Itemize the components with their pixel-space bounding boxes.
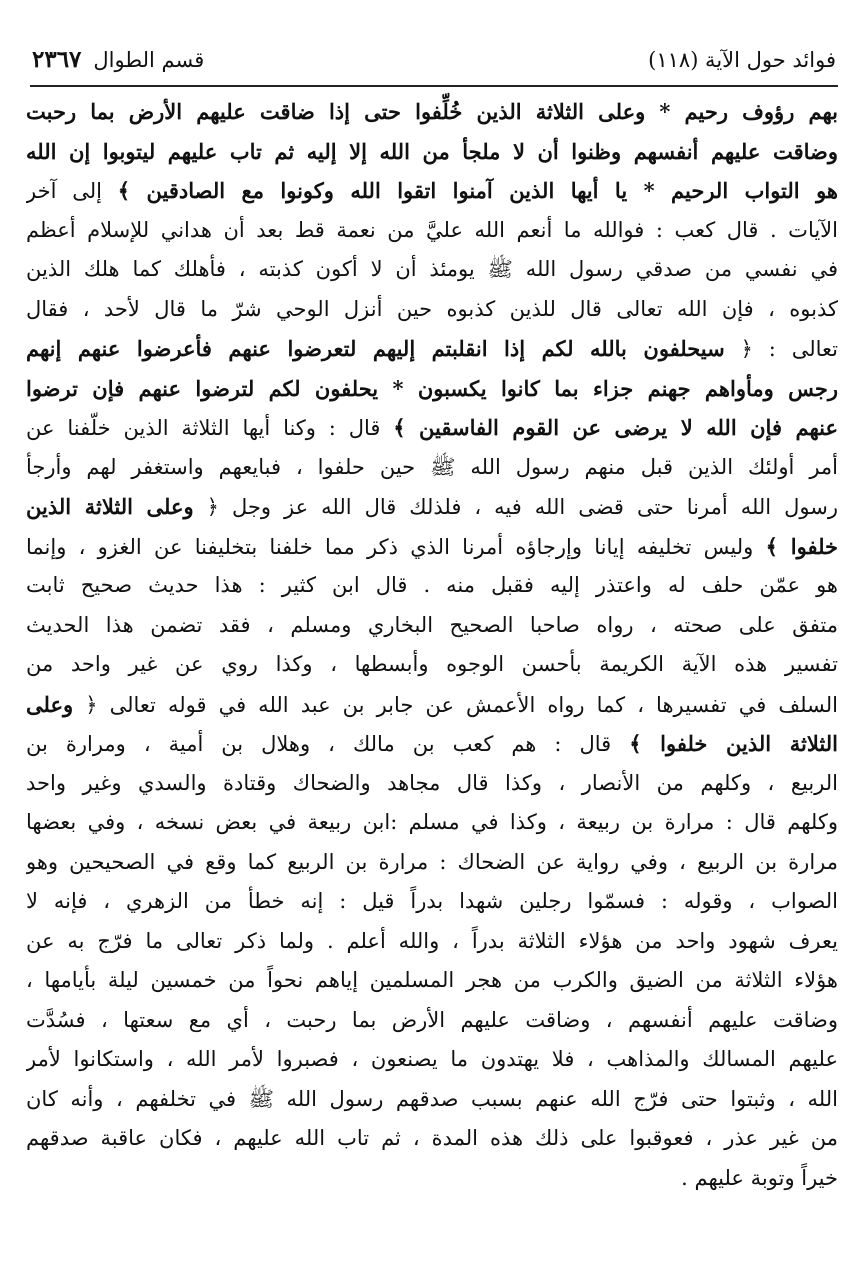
text-line <box>26 92 838 132</box>
text-span: قال : وكنا أيها الثلاثة الذين خلّفنا عن <box>26 416 394 440</box>
text-span: متفق على صحته ، رواه صاحبا الصحيح البخاري ومسلم ، فقد تضمن هذا الحديث <box>26 612 838 637</box>
header-rule <box>30 85 838 87</box>
text-line <box>26 171 838 211</box>
section-name: قسم الطوال <box>93 48 205 72</box>
text-line <box>26 606 838 646</box>
text-span: وكلهم قال : مرارة بن ربيعة ، وكذا في مسلم :ابن ربيعة في بعض نسخه ، وفي بعضها <box>26 810 838 834</box>
text-line <box>26 1119 838 1159</box>
text-span: خيراً وتوبة عليهم . <box>681 1165 838 1190</box>
quran-text: سيحلفون بالله لكم إذا انقلبتم إليهم لتعرضوا عنهم فأعرضوا عنهم إنهم <box>26 336 725 361</box>
text-span: قال : هم كعب بن مالك ، وهلال بن أمية ، ومرارة بن <box>26 732 630 756</box>
text-span: من غير عذر ، فعوقبوا على ذلك هذه المدة ، ثم تاب الله عليهم ، فكان عاقبة صدقهم <box>26 1126 838 1150</box>
page-number: ٢٣٦٧ <box>32 46 82 73</box>
running-title: فوائد حول الآية (١١٨) <box>648 48 836 72</box>
text-line <box>26 566 838 606</box>
text-span: كذبوه ، فإن الله تعالى قال للذين كذبوه حين أنزل الوحي شرّ ما قال لأحد ، فقال <box>26 296 838 321</box>
text-line <box>26 843 838 883</box>
text-span: عليهم المسالك والمذاهب ، فلا يهتدون ما يصنعون ، فصبروا لأمر الله ، واستكانوا لأمر <box>26 1047 838 1071</box>
text-line <box>26 1159 838 1199</box>
text-line <box>26 645 838 685</box>
text-line <box>26 764 838 804</box>
text-span: الربيع ، وكلهم من الأنصار ، وكذا قال مجاهد والضحاك وقتادة والسدي وغير واحد <box>26 770 838 795</box>
text-span: تفسير هذه الآية الكريمة بأحسن الوجوه وأبسطها ، وكذا روي عن غير واحد من <box>26 652 838 676</box>
quran-text: الثلاثة الذين خلفوا ﴾ <box>629 731 838 756</box>
text-line <box>26 290 838 330</box>
quran-text: عنهم فإن الله لا يرضى عن القوم الفاسقين ﴾ <box>393 415 838 440</box>
quran-text: هو التواب الرحيم * يا أيها الذين آمنوا اتقوا الله وكونوا مع الصادقين ﴾ <box>117 178 838 203</box>
text-line <box>26 448 838 488</box>
text-line <box>26 369 838 409</box>
header-left <box>32 40 204 80</box>
text-line <box>26 882 838 922</box>
quran-text: وعلى <box>26 691 74 717</box>
text-line <box>26 250 838 290</box>
text-span: هؤلاء الثلاثة من الضيق والكرب من هجر المسلمين إياهم نحواً من خمسين ليلة بأيامها ، <box>26 968 838 992</box>
text-span: وضاقت عليهم أنفسهم ، وضاقت عليهم الأرض بما رحبت ، أي مع سعتها ، فسُدَّت <box>26 1007 838 1032</box>
quran-text: رجس ومأواهم جهنم جزاء بما كانوا يكسبون * يحلفون لكم لترضوا عنهم فإن ترضوا <box>26 375 838 401</box>
text-span: في نفسي من صدقي رسول الله ﷺ يومئذ أن لا أكون كذبته ، فأهلك كما هلك الذين <box>26 257 838 281</box>
text-line <box>26 724 838 764</box>
quran-text: وعلى الثلاثة الذين <box>26 494 194 519</box>
text-line <box>26 685 838 725</box>
quran-text: خلفوا ﴾ <box>765 533 838 559</box>
text-line <box>26 1040 838 1080</box>
text-span: مرارة بن الربيع ، وفي رواية عن الضحاك : مرارة بن الربيع كما وقع في الصحيحين وهو <box>26 849 838 874</box>
text-line <box>26 132 838 172</box>
text-body <box>26 92 838 1198</box>
text-span: وليس تخليفه إيانا وإرجاؤه أمرنا الذي ذكر مما خلفنا بتخليفنا عن الغزو ، وإنما <box>26 534 766 559</box>
text-line <box>26 329 838 369</box>
text-span: الصواب ، وقوله : فسمّوا رجلين شهدا بدراً قيل : إنه خطأ من الزهري ، فإنه لا <box>26 889 838 913</box>
text-line <box>26 803 838 843</box>
text-span: تعالى : ﴿ <box>724 337 838 361</box>
text-span: أمر أولئك الذين قبل منهم رسول الله ﷺ حين حلفوا ، فبايعهم واستغفر لهم وأرجأ <box>26 454 838 479</box>
text-line <box>26 211 838 251</box>
text-line <box>26 922 838 962</box>
text-line <box>26 961 838 1001</box>
quran-text: وضاقت عليهم أنفسهم وظنوا أن لا ملجأ من الله إلا إليه ثم تاب عليهم ليتوبوا إن الله <box>26 138 838 164</box>
text-span: السلف في تفسيرها ، كما رواه الأعمش عن جابر بن عبد الله في قوله تعالى ﴿ <box>73 692 838 717</box>
quran-text: بهم رؤوف رحيم * وعلى الثلاثة الذين خُلِّفوا حتى إذا ضاقت عليهم الأرض بما رحبت <box>26 99 838 124</box>
text-span: هو عمّن حلف له واعتذر إليه فقبل منه . قال ابن كثير : هذا حديث صحيح ثابت <box>26 573 838 597</box>
text-span: إلى آخر <box>26 179 118 203</box>
text-span: الله ، وثبتوا حتى فرّج الله عنهم بسبب صدقهم رسول الله ﷺ في تخلفهم ، وأنه كان <box>26 1086 838 1111</box>
text-span: رسول الله أمرنا حتى قضى الله فيه ، فلذلك قال الله عز وجل ﴿ <box>193 495 838 519</box>
text-line <box>26 1001 838 1041</box>
text-span: الآيات . قال كعب : فوالله ما أنعم الله عليَّ من نعمة قط بعد أن هداني للإسلام أعظم <box>26 217 838 242</box>
text-span: يعرف شهود واحد من هؤلاء الثلاثة بدراً ، والله أعلم . ولما ذكر تعالى ما فرّج به عن <box>26 928 838 953</box>
text-line <box>26 408 838 448</box>
page-header <box>32 40 836 80</box>
text-line <box>26 487 838 527</box>
text-line <box>26 1080 838 1120</box>
text-line <box>26 527 838 567</box>
